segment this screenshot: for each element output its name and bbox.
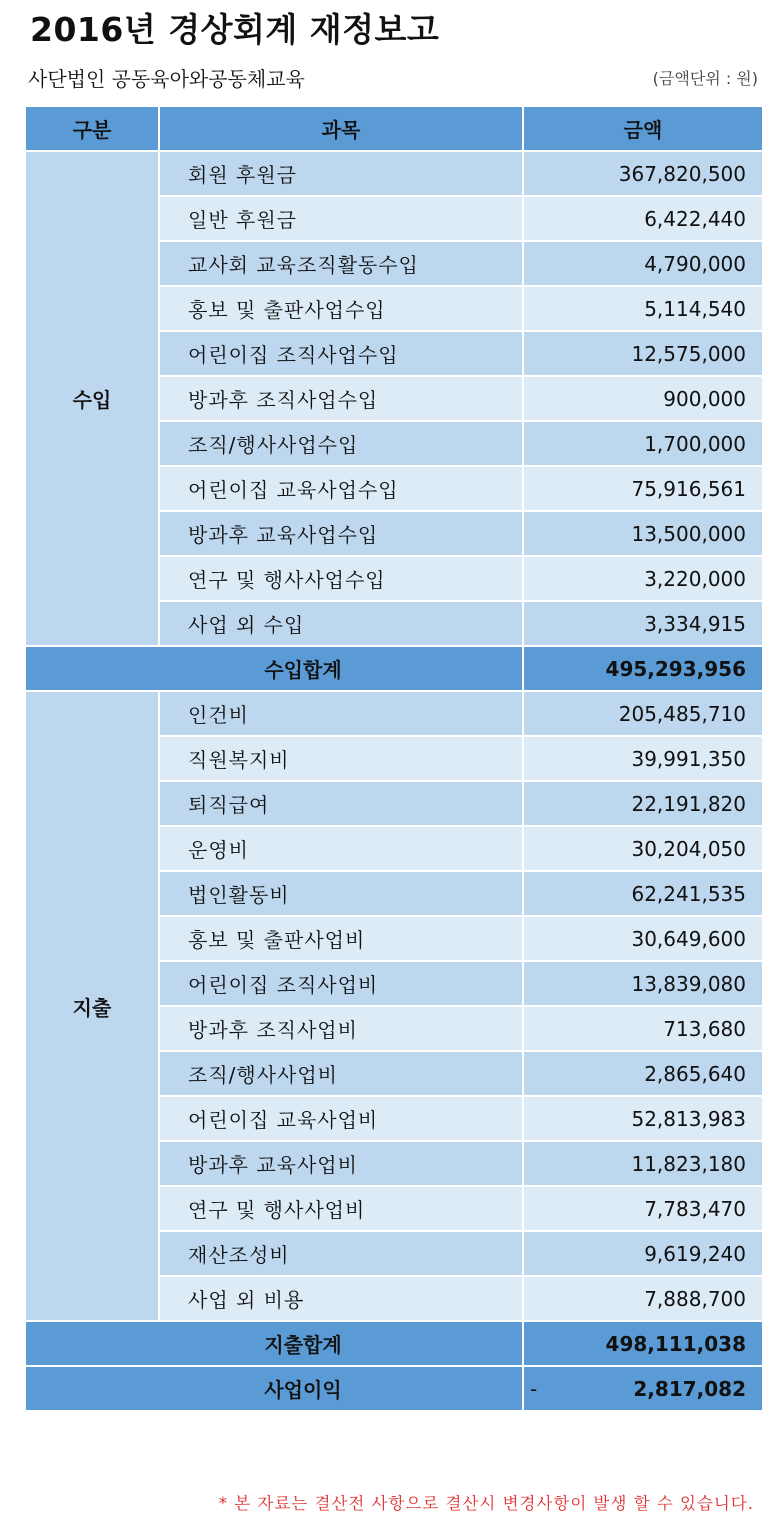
income-account-name: 교사회 교육조직활동수입 — [159, 241, 523, 286]
expense-amount: 713,680 — [523, 1006, 763, 1051]
profit-section — [25, 1366, 763, 1411]
expense-amount: 2,865,640 — [523, 1051, 763, 1096]
expense-amount: 205,485,710 — [523, 691, 763, 736]
profit-amount: 2,817,082 — [633, 1376, 746, 1401]
income-total-row — [25, 646, 763, 691]
expense-account-name: 재산조성비 — [159, 1231, 523, 1276]
expense-amount: 52,813,983 — [523, 1096, 763, 1141]
table-header-row — [25, 106, 763, 151]
income-amount: 367,820,500 — [523, 151, 763, 196]
expense-account-name: 방과후 교육사업비 — [159, 1141, 523, 1186]
income-amount: 12,575,000 — [523, 331, 763, 376]
expense-amount: 11,823,180 — [523, 1141, 763, 1186]
income-account-name: 사업 외 수입 — [159, 601, 523, 646]
income-account-name: 어린이집 조직사업수입 — [159, 331, 523, 376]
expense-account-name: 어린이집 교육사업비 — [159, 1096, 523, 1141]
disclaimer-note: * 본 자료는 결산전 사항으로 결산시 변경사항이 발생 할 수 있습니다. — [218, 1494, 754, 1513]
expense-total-amount: 498,111,038 — [523, 1321, 763, 1366]
expense-account-name: 법인활동비 — [159, 871, 523, 916]
expense-row — [25, 691, 763, 736]
profit-label: 사업이익 — [25, 1366, 523, 1411]
profit-sign: - — [530, 1376, 538, 1401]
income-amount: 900,000 — [523, 376, 763, 421]
expense-amount: 7,783,470 — [523, 1186, 763, 1231]
expense-account-name: 운영비 — [159, 826, 523, 871]
expense-account-name: 홍보 및 출판사업비 — [159, 916, 523, 961]
income-total-amount: 495,293,956 — [523, 646, 763, 691]
report-title: 2016년 경상회계 재정보고 — [30, 10, 440, 49]
expense-amount: 13,839,080 — [523, 961, 763, 1006]
income-section — [25, 151, 763, 691]
income-row — [25, 151, 763, 196]
profit-row — [25, 1366, 763, 1411]
expense-section-label: 지출 — [25, 691, 159, 1321]
income-amount: 1,700,000 — [523, 421, 763, 466]
income-total-label: 수입합계 — [25, 646, 523, 691]
financial-report-table — [24, 105, 764, 1412]
expense-section — [25, 691, 763, 1366]
expense-account-name: 조직/행사사업비 — [159, 1051, 523, 1096]
expense-amount: 39,991,350 — [523, 736, 763, 781]
income-account-name: 일반 후원금 — [159, 196, 523, 241]
income-account-name: 연구 및 행사사업수입 — [159, 556, 523, 601]
income-amount: 13,500,000 — [523, 511, 763, 556]
profit-amount-cell — [523, 1366, 763, 1411]
income-account-name: 어린이집 교육사업수입 — [159, 466, 523, 511]
income-account-name: 홍보 및 출판사업수입 — [159, 286, 523, 331]
expense-amount: 30,204,050 — [523, 826, 763, 871]
income-account-name: 회원 후원금 — [159, 151, 523, 196]
expense-account-name: 연구 및 행사사업비 — [159, 1186, 523, 1231]
expense-account-name: 방과후 조직사업비 — [159, 1006, 523, 1051]
expense-amount: 22,191,820 — [523, 781, 763, 826]
expense-total-label: 지출합계 — [25, 1321, 523, 1366]
column-header-category: 구분 — [25, 106, 159, 151]
expense-account-name: 사업 외 비용 — [159, 1276, 523, 1321]
income-section-label: 수입 — [25, 151, 159, 646]
income-account-name: 방과후 교육사업수입 — [159, 511, 523, 556]
expense-total-row — [25, 1321, 763, 1366]
income-amount: 3,220,000 — [523, 556, 763, 601]
organization-name: 사단법인 공동육아와공동체교육 — [28, 67, 305, 91]
expense-amount: 30,649,600 — [523, 916, 763, 961]
income-amount: 3,334,915 — [523, 601, 763, 646]
income-account-name: 방과후 조직사업수입 — [159, 376, 523, 421]
income-amount: 75,916,561 — [523, 466, 763, 511]
income-amount: 4,790,000 — [523, 241, 763, 286]
currency-unit-label: (금액단위 : 원) — [652, 69, 758, 88]
column-header-account: 과목 — [159, 106, 523, 151]
expense-account-name: 인건비 — [159, 691, 523, 736]
expense-account-name: 직원복지비 — [159, 736, 523, 781]
income-account-name: 조직/행사사업수입 — [159, 421, 523, 466]
expense-account-name: 어린이집 조직사업비 — [159, 961, 523, 1006]
income-amount: 5,114,540 — [523, 286, 763, 331]
expense-amount: 9,619,240 — [523, 1231, 763, 1276]
expense-account-name: 퇴직급여 — [159, 781, 523, 826]
expense-amount: 7,888,700 — [523, 1276, 763, 1321]
expense-amount: 62,241,535 — [523, 871, 763, 916]
income-amount: 6,422,440 — [523, 196, 763, 241]
column-header-amount: 금액 — [523, 106, 763, 151]
